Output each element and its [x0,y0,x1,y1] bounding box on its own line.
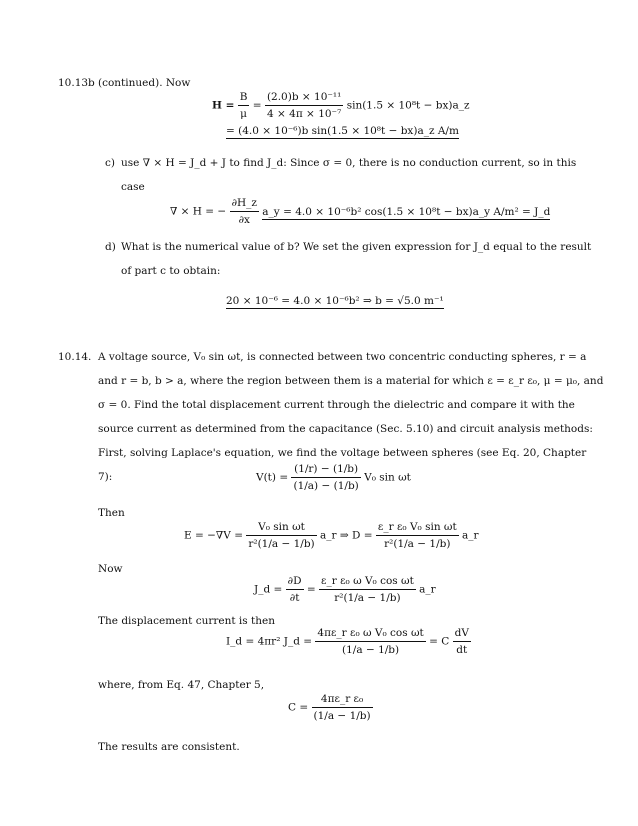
problem-text-line4: source current as determined from the capacitance (Sec. 5.10) and circuit analysis methods: [98,423,593,435]
equation-b-value [226,294,444,308]
eq-equals: = [306,583,316,596]
underlined-result: = (4.0 × 10⁻⁶)b sin(1.5 × 10⁸t − bx)a_z A/m [226,125,459,137]
eq-lhs: I_d = 4πr² J_d = [226,635,313,648]
frac-den: ∂t [289,592,300,605]
fraction-partial-hz [230,196,259,227]
then-text: Then [98,507,125,519]
equation-displacement-current [226,626,471,657]
frac-den: (1/a − 1/b) [342,644,400,657]
frac-den: μ [240,108,247,121]
frac-den: r²(1/a − 1/b) [334,592,401,605]
frac-num: V₀ sin ωt [246,520,316,536]
frac-den: dt [456,644,468,657]
frac-num: 4πε_r ε₀ [312,692,373,708]
fraction-id [315,626,425,657]
eq-mid: = C [429,635,450,648]
displacement-text: The displacement current is then [98,615,275,627]
equation-h-result [226,124,459,138]
problem-text-line6: 7): [98,471,113,483]
eq-mid: a_r ⇒ D = [320,529,373,542]
eq-rhs: V₀ sin ωt [364,471,411,484]
eq-lhs: H = [212,99,235,112]
equation-e-d-fields [184,520,479,551]
frac-num: B [238,90,250,106]
fraction-c [312,692,373,723]
problem-intro: (continued). Now [98,77,191,89]
problem-label-10-13b: 10.13b [58,77,95,89]
equation-displacement-density [254,574,436,605]
equation-voltage [256,462,411,493]
underlined-result: 20 × 10⁻⁶ = 4.0 × 10⁻⁶b² ⇒ b = √5.0 m⁻¹ [226,295,444,307]
eq-rhs: a_y = 4.0 × 10⁻⁶b² cos(1.5 × 10⁸t − bx)a_y A/m² = J_d [262,205,551,218]
eq-equals: = [252,99,262,112]
frac-den: (1/a − 1/b) [313,710,371,723]
equation-h-field [212,90,470,121]
frac-num: 4πε_r ε₀ ω V₀ cos ωt [315,626,425,642]
frac-num: (1/r) − (1/b) [291,462,360,478]
eq-lhs: ∇ × H = − [170,205,227,218]
part-c-text-line1: use ∇ × H = J_d + J to find J_d: Since σ = 0, there is no conduction current, so in this [121,157,577,169]
fraction-dv-dt [453,626,471,657]
eq-lhs: V(t) = [256,471,289,484]
eq-rhs: a_r [462,529,479,542]
eq-rhs: sin(1.5 × 10⁸t − bx)a_z [346,99,470,112]
fraction-coefficient [265,90,343,121]
frac-num: (2.0)b × 10⁻¹¹ [265,90,343,106]
part-label-c: c) [105,157,115,169]
problem-label-10-14: 10.14. [58,351,92,363]
frac-den: ∂x [238,214,250,227]
frac-den: 4 × 4π × 10⁻⁷ [266,108,342,121]
fraction-jd [319,574,416,605]
frac-den: (1/a) − (1/b) [293,480,359,493]
fraction-voltage [291,462,360,493]
frac-num: ε_r ε₀ V₀ sin ωt [376,520,459,536]
frac-num: ∂H_z [230,196,259,212]
part-d-text-line2: of part c to obtain: [121,265,221,277]
fraction-e [246,520,316,551]
equation-curl-h [170,196,550,227]
frac-den: r²(1/a − 1/b) [384,538,451,551]
now-text: Now [98,563,123,575]
frac-num: ε_r ε₀ ω V₀ cos ωt [319,574,416,590]
frac-num: dV [453,626,471,642]
problem-text-line1: A voltage source, V₀ sin ωt, is connected between two concentric conducting spheres, r = a [98,351,587,363]
eq-lhs: C = [288,701,309,714]
part-d-text-line1: What is the numerical value of b? We set the given expression for J_d equal to the result [121,241,592,253]
problem-text-line5: First, solving Laplace's equation, we find the voltage between spheres (see Eq. 20, Chapter [98,447,587,459]
eq-lhs: E = −∇V = [184,529,243,542]
frac-den: r²(1/a − 1/b) [248,538,315,551]
eq-lhs: J_d = [254,583,283,596]
fraction-d [376,520,459,551]
equation-capacitance [288,692,373,723]
eq-rhs: a_r [419,583,436,596]
frac-num: ∂D [286,574,304,590]
part-label-d: d) [105,241,116,253]
problem-text-line3: σ = 0. Find the total displacement current through the dielectric and compare it with the [98,399,575,411]
conclusion-text: The results are consistent. [98,741,240,753]
fraction-dd-dt [286,574,304,605]
where-text: where, from Eq. 47, Chapter 5, [98,679,265,691]
problem-text-line2: and r = b, b > a, where the region between them is a material for which ε = ε_r ε₀, μ = μ₀, and [98,375,604,387]
part-c-text-line2: case [121,181,145,193]
fraction-b-over-mu [238,90,250,121]
